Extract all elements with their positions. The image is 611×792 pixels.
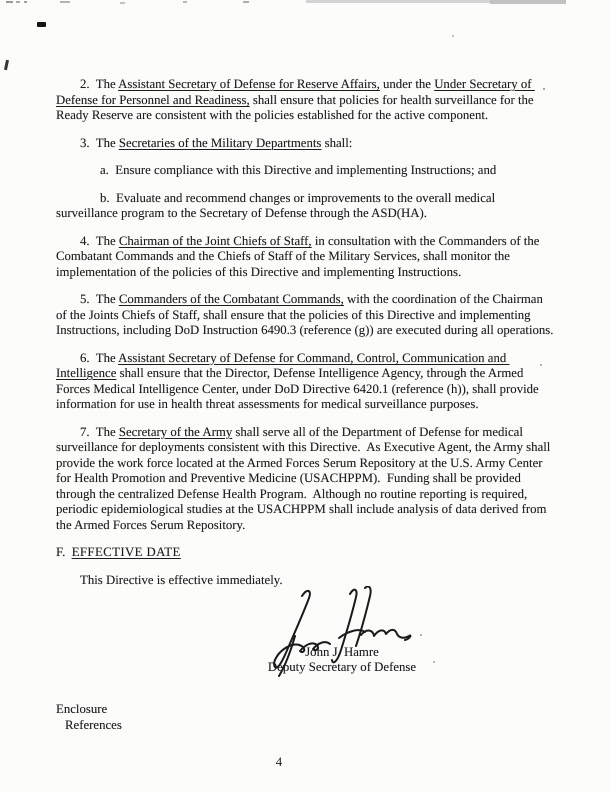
text-run: 5. The — [80, 292, 119, 306]
signature-stroke — [356, 586, 371, 646]
underlined-phrase: Assistant Secretary of Defense for Command, Control, Communication and Intelligence — [56, 350, 510, 380]
section-title: EFFECTIVE DATE — [71, 545, 181, 559]
section-f-heading — [56, 545, 556, 561]
subparagraph-a — [56, 163, 556, 179]
text-run: shall ensure that the Director, Defense Intelligence Agency, through the Armed Forces Medical Intelligence Center, under DoD Directive 6420.1 (reference (h)), shall provide information for use in health threat assessments for medical surveillance purposes. — [56, 366, 542, 411]
scan-artifact-speck — [24, 1, 27, 3]
scan-artifact-streak — [306, 0, 566, 3]
paragraph-4 — [56, 234, 556, 281]
text-run: This Directive is effective immediately. — [80, 572, 283, 587]
scan-artifact-speck — [120, 2, 125, 4]
scan-artifact-streak — [490, 0, 566, 4]
text-run: under the — [379, 77, 435, 91]
text-run: a. Ensure compliance with this Directive and implementing Instructions; and — [100, 163, 497, 177]
scan-artifact-speck — [16, 1, 20, 3]
text-run: with the coordination of the Chairman of the Joints Chiefs of Staff, shall ensure that the policies of this Directive and implementing Instructions, including DoD Instruction 6490.3 (reference (g)) are executed during all operations. — [56, 292, 554, 337]
text-run: 7. The — [80, 424, 119, 439]
enclosure-item: References — [65, 717, 122, 732]
subparagraph-b — [56, 191, 556, 222]
scan-artifact-speck — [6, 1, 13, 3]
paragraph-2 — [56, 77, 556, 124]
underlined-phrase: Secretary of the Army — [118, 424, 233, 439]
underlined-phrase: Commanders of the Combatant Commands, — [118, 292, 344, 306]
enclosure-block — [56, 702, 122, 733]
page-number: 4 — [275, 755, 283, 769]
scan-artifact-dot — [420, 634, 422, 636]
underlined-phrase: Chairman of the Joint Chiefs of Staff, — [118, 233, 312, 248]
text-run: 2. The — [80, 77, 119, 91]
enclosure-label: Enclosure — [56, 702, 108, 716]
scan-artifact-blob — [37, 22, 46, 27]
text-run: 3. The — [80, 135, 119, 150]
underlined-phrase: Under Secretary of Defense for Personnel and Readiness, — [56, 77, 535, 107]
document-body — [56, 77, 556, 600]
text-run: shall: — [321, 135, 353, 150]
paragraph-3 — [56, 136, 556, 152]
scan-artifact-speck — [60, 1, 70, 3]
paragraph-7 — [56, 425, 556, 534]
text-run: 4. The — [80, 233, 119, 248]
scan-artifact-speck — [243, 1, 249, 3]
text-run: b. Evaluate and recommend changes or improvements to the overall medical surveillance program to the Secretary of Defense through the ASD(HA). — [56, 190, 499, 220]
scan-artifact-dash — [4, 60, 9, 70]
signer-title: Deputy Secretary of Defense — [267, 660, 417, 674]
scan-artifact-dot — [433, 661, 435, 663]
paragraph-5 — [56, 292, 556, 339]
underlined-phrase: Secretaries of the Military Departments — [118, 135, 322, 150]
section-label: F. — [56, 545, 72, 559]
signer-name: John J. Hamre — [305, 645, 379, 659]
text-run: in consultation with the Commanders of the Combatant Commands and the Chiefs of Staff of the Military Services, shall monitor the implementation of the policies of this Directive and implementing Instructions. — [56, 233, 543, 279]
text-run: shall ensure that policies for health surveillance for the Ready Reserve are consistent with the policies established for the active component. — [56, 92, 537, 122]
paragraph-6 — [56, 351, 556, 413]
underlined-phrase: Assistant Secretary of Defense for Reserve Affairs, — [118, 77, 380, 91]
scan-artifact-dot — [452, 35, 454, 37]
text-run: 6. The — [80, 350, 119, 365]
text-run: shall serve all of the Department of Defense for medical surveillance for deployments consistent with this Directive. As Executive Agent, the Army shall provide the work force located at the Armed Forces Serum Repository at the U.S. Army Center for Health Promotion and Preventive Medicine (USACHPPM). Funding shall be provided through the centralized Defense Health Program. Although no routine reporting is required, periodic epidemiological studies at the USACHPPM shall include analysis of data derived from the Armed Forces Serum Repository. — [56, 424, 554, 532]
scan-artifact-speck — [183, 1, 187, 3]
signature-stroke — [361, 630, 410, 640]
